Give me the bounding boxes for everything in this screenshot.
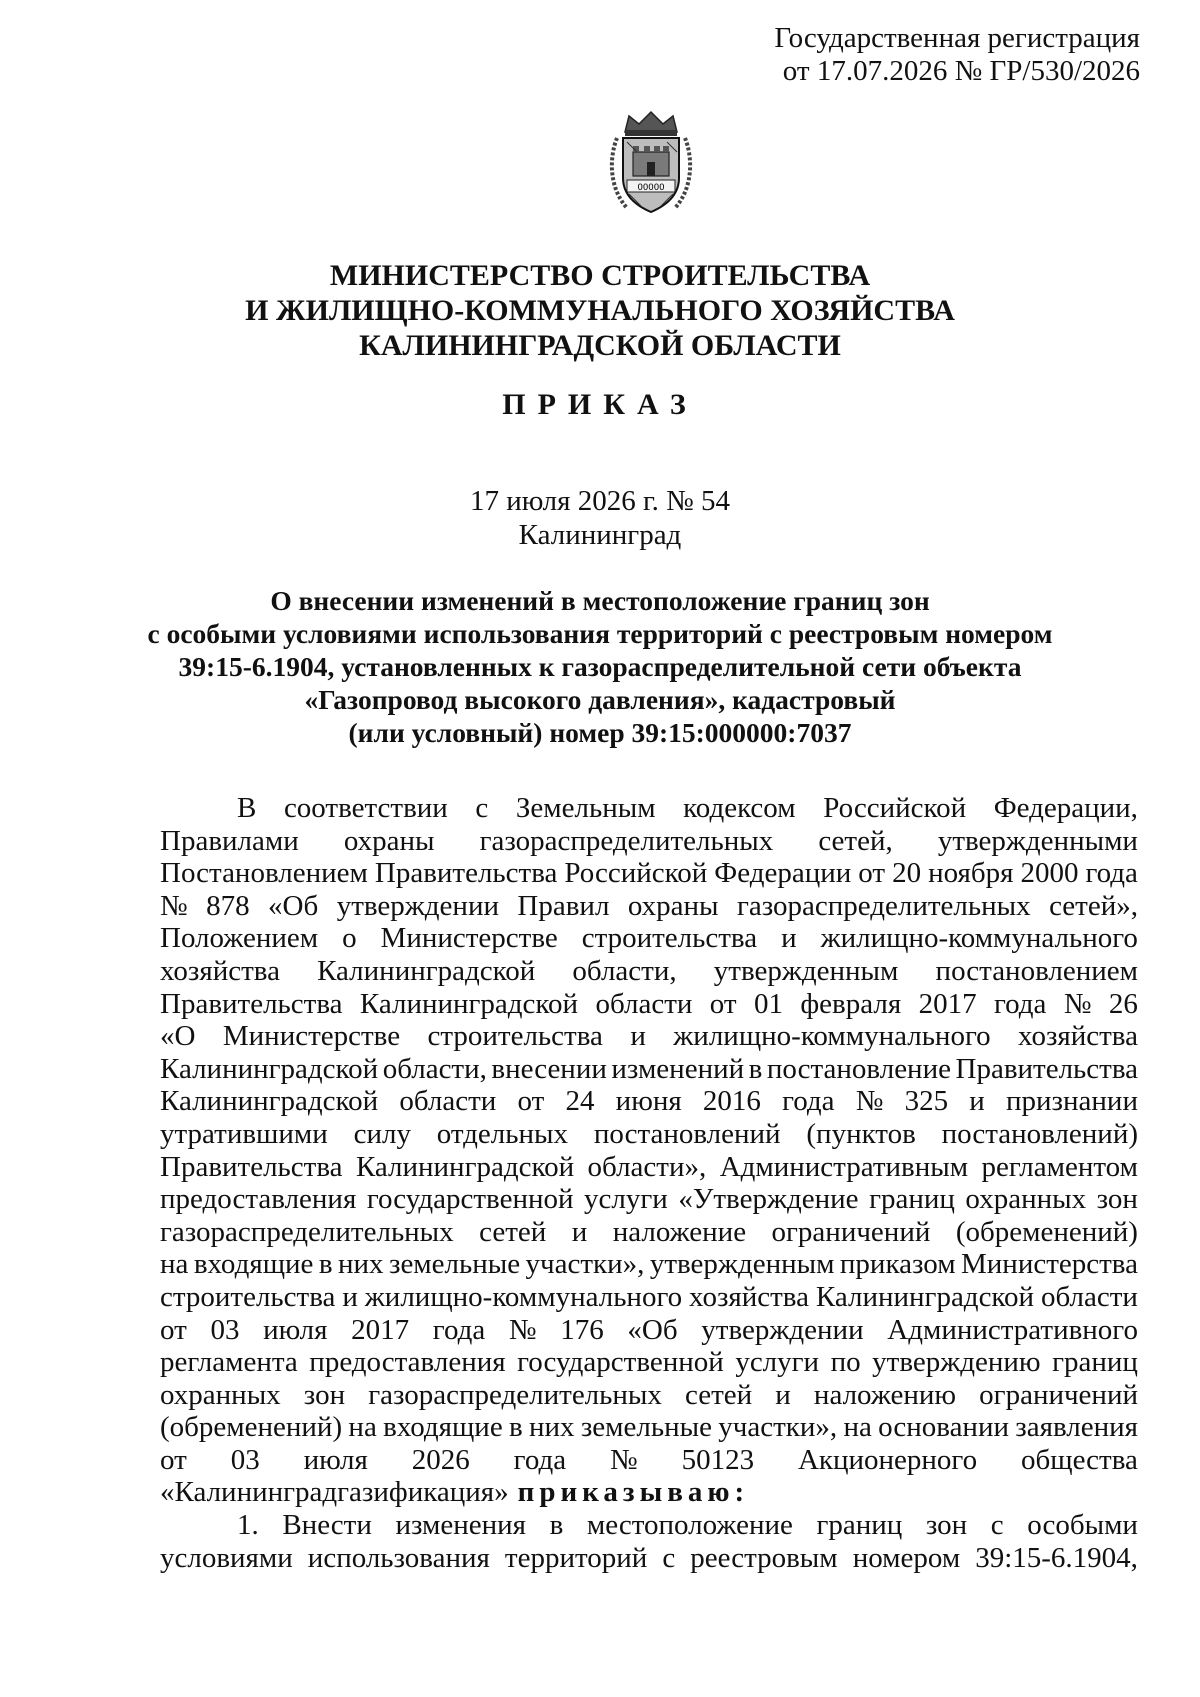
body-word: 2000 xyxy=(1020,857,1079,890)
body-word: на xyxy=(843,1411,872,1444)
body-word: 01 xyxy=(753,987,783,1020)
body-line xyxy=(160,1281,1138,1314)
body-word: в xyxy=(549,1509,564,1542)
ministry-line-1: МИНИСТЕРСТВО СТРОИТЕЛЬСТВА xyxy=(329,259,871,292)
body-word: № xyxy=(855,1085,884,1118)
body-word: области xyxy=(595,987,693,1020)
registration-line-1: Государственная регистрация xyxy=(774,22,1140,54)
body-word: Положением xyxy=(160,922,319,955)
subject-line: О внесении изменений в местоположение границ зон xyxy=(270,585,930,616)
body-word: с xyxy=(662,1541,676,1574)
body-word: них xyxy=(529,1411,575,1444)
body-line xyxy=(160,825,1138,858)
body-word: по xyxy=(830,1346,861,1379)
body-word: постановлением xyxy=(935,954,1138,987)
body-line xyxy=(160,1314,1138,1347)
body-word: Калининградской xyxy=(160,1052,379,1085)
body-word: 20 xyxy=(892,857,922,890)
body-word: территорий xyxy=(504,1541,648,1574)
body-word: (обременений) xyxy=(955,1215,1138,1248)
body-word: и xyxy=(781,922,797,955)
body-word: года xyxy=(432,1313,486,1346)
body-word: участки», xyxy=(718,1411,838,1444)
body-word: о xyxy=(342,922,357,955)
body-word: охраны xyxy=(343,824,435,857)
body-word: охранных xyxy=(160,1378,281,1411)
body-word: Российской xyxy=(823,792,967,824)
company-name: «Калининградгазификация» xyxy=(160,1476,509,1509)
body-word: границ xyxy=(816,1509,903,1542)
body-word: в xyxy=(748,1052,763,1085)
body-word: ограничений xyxy=(771,1215,931,1248)
body-word: (пунктов xyxy=(806,1117,916,1150)
body-word: Внести xyxy=(282,1509,372,1542)
body-word: общества xyxy=(1021,1443,1138,1476)
body-word: местоположение xyxy=(586,1509,793,1542)
body-line xyxy=(160,1411,1138,1444)
body-word: 03 xyxy=(230,1443,260,1476)
body-word: от xyxy=(160,1443,187,1476)
body-word: Министерстве xyxy=(380,922,558,955)
document-city: Калининград xyxy=(518,519,682,551)
body-word: постановлений xyxy=(593,1117,781,1150)
body-word: Правительства xyxy=(955,1052,1138,1085)
body-word: предоставления xyxy=(160,1183,357,1216)
body-word: основании xyxy=(878,1411,1009,1444)
body-word: наложение xyxy=(612,1215,747,1248)
body-word: июля xyxy=(263,1313,328,1346)
body-word: на xyxy=(348,1411,377,1444)
body-line xyxy=(160,1053,1138,1086)
body-line xyxy=(160,1444,1138,1477)
body-word: земельные xyxy=(388,1248,521,1281)
body-word: утвержденными xyxy=(937,824,1138,857)
body-word: отдельных xyxy=(436,1117,569,1150)
body-word: признании xyxy=(1006,1085,1138,1118)
body-word: строительства xyxy=(427,1020,603,1053)
body-word: сетей», xyxy=(1049,889,1138,922)
body-word: услуги xyxy=(735,1346,820,1379)
document-type: ПРИКАЗ xyxy=(502,388,698,421)
body-word: хозяйства xyxy=(1018,1020,1138,1053)
body-word: и xyxy=(630,1020,646,1053)
document-body xyxy=(160,792,1138,1574)
body-word: условиями xyxy=(160,1541,293,1574)
body-word: Административного xyxy=(887,1313,1138,1346)
body-line xyxy=(160,988,1138,1021)
body-word: наложению xyxy=(813,1378,957,1411)
body-word: от xyxy=(858,857,886,890)
body-word: Земельным xyxy=(515,792,656,824)
body-word: года xyxy=(513,1443,567,1476)
body-word: 1. xyxy=(237,1509,259,1542)
body-word: Административным xyxy=(719,1150,969,1183)
body-word: области», xyxy=(587,1150,707,1183)
subject-line: «Газопровод высокого давления», кадастровый xyxy=(304,684,896,715)
body-word: утверждении xyxy=(336,889,499,922)
body-word: в xyxy=(318,1248,333,1281)
body-word: охраны xyxy=(627,889,719,922)
body-word: приказом xyxy=(839,1248,956,1281)
body-word: ограничений xyxy=(979,1378,1138,1411)
body-word: Калининградской xyxy=(317,954,536,987)
body-word: земельные xyxy=(580,1411,712,1444)
body-word: утверждении xyxy=(701,1313,864,1346)
body-line xyxy=(160,1379,1138,1412)
body-word: изменения xyxy=(395,1509,527,1542)
order-line xyxy=(160,1476,1138,1509)
body-word: 24 xyxy=(565,1085,595,1118)
body-word: утратившими xyxy=(160,1117,328,1150)
body-word: Правительства xyxy=(160,1150,343,1183)
body-line xyxy=(160,1509,1138,1542)
body-word: Калининградской xyxy=(359,987,579,1020)
body-word: газораспределительных xyxy=(160,1215,454,1248)
body-word: сетей xyxy=(479,1215,547,1248)
body-word: июля xyxy=(303,1443,368,1476)
body-word: утвержденным xyxy=(649,1248,835,1281)
body-word: зон xyxy=(303,1378,346,1411)
body-line xyxy=(160,1248,1138,1281)
body-word: кодексом xyxy=(683,792,796,824)
body-word: Федерации, xyxy=(993,792,1138,824)
body-word: газораспределительных xyxy=(479,824,774,857)
body-word: 39:15-6.1904, xyxy=(975,1541,1138,1574)
body-word: внесении xyxy=(491,1052,607,1085)
body-word: Правил xyxy=(517,889,610,922)
body-word: них xyxy=(338,1248,384,1281)
body-line xyxy=(160,792,1138,825)
order-command: приказываю: xyxy=(517,1476,750,1509)
body-word: регламентом xyxy=(981,1150,1138,1183)
body-word: от xyxy=(160,1313,187,1346)
body-word: соответствии xyxy=(283,792,448,824)
registration-line-2: от 17.07.2026 № ГР/530/2026 xyxy=(782,55,1140,87)
body-line xyxy=(160,1151,1138,1184)
body-word: газораспределительных xyxy=(368,1378,662,1411)
body-word: (обременений) xyxy=(160,1411,343,1444)
body-word: Министерстве xyxy=(222,1020,401,1053)
body-word: государственной xyxy=(517,1346,724,1379)
body-word: 878 xyxy=(206,889,250,922)
subject-line: 39:15-6.1904, установленных к газораспределительной сети объекта xyxy=(178,651,1022,682)
subject-line: с особыми условиями использования территорий с реестровым номером xyxy=(147,618,1053,649)
body-word: Калининградской xyxy=(815,1280,1035,1313)
body-line xyxy=(160,857,1138,890)
body-word: № xyxy=(610,1443,638,1476)
body-word: области, xyxy=(382,1052,487,1085)
body-line xyxy=(160,1085,1138,1118)
body-word: с xyxy=(475,792,489,824)
body-word: участки», xyxy=(525,1248,645,1281)
body-word: предоставления xyxy=(309,1346,506,1379)
body-line xyxy=(160,922,1138,955)
subject-line: (или условный) номер 39:15:000000:7037 xyxy=(348,717,852,748)
body-word: ноября xyxy=(928,857,1014,890)
body-word: «Об xyxy=(627,1313,678,1346)
body-word: 2017 xyxy=(351,1313,410,1346)
body-line xyxy=(160,1216,1138,1249)
body-word: 03 xyxy=(210,1313,240,1346)
body-word: входящие xyxy=(383,1411,503,1444)
body-word: с xyxy=(990,1509,1004,1542)
body-word: года xyxy=(1085,857,1138,890)
body-word: на xyxy=(160,1248,189,1281)
body-word: 2016 xyxy=(702,1085,761,1118)
body-word: зон xyxy=(925,1509,968,1542)
body-word: хозяйства xyxy=(160,954,280,987)
body-word: области, xyxy=(572,954,677,987)
body-word: 2017 xyxy=(918,987,977,1020)
body-word: Российской xyxy=(564,857,708,890)
body-word: и xyxy=(571,1215,588,1248)
body-word: № xyxy=(160,889,188,922)
body-word: 2026 xyxy=(411,1443,470,1476)
body-word: года xyxy=(993,987,1047,1020)
body-word: постановлений) xyxy=(941,1117,1138,1150)
body-word: от xyxy=(709,987,737,1020)
body-line xyxy=(160,1118,1138,1151)
body-word: хозяйства xyxy=(689,1280,809,1313)
document-date-number: 17 июля 2026 г. № 54 xyxy=(469,485,731,517)
body-word: Постановлением xyxy=(160,857,368,890)
body-word: Акционерного xyxy=(797,1443,978,1476)
body-word: Федерации xyxy=(714,857,852,890)
body-word: и xyxy=(342,1280,358,1313)
body-word: границ xyxy=(869,1183,955,1216)
body-word: услуги xyxy=(584,1183,668,1216)
body-word: утверждению xyxy=(872,1346,1041,1379)
body-word: номером xyxy=(852,1541,961,1574)
body-word: силу xyxy=(353,1117,411,1150)
body-word: Министерства xyxy=(961,1248,1138,1281)
body-word: газораспределительных xyxy=(736,889,1031,922)
body-line xyxy=(160,1020,1138,1053)
body-word: июня xyxy=(615,1085,682,1118)
body-word: года xyxy=(782,1085,835,1118)
body-word: «Утверждение xyxy=(678,1183,859,1216)
document-subject xyxy=(0,584,1200,749)
body-line xyxy=(160,955,1138,988)
body-word: и xyxy=(969,1085,985,1118)
body-word: Правительства xyxy=(160,987,343,1020)
emblem-inscription: ООООО xyxy=(637,183,665,193)
body-word: регламента xyxy=(160,1346,298,1379)
body-word: В xyxy=(237,792,257,824)
body-word: области xyxy=(1041,1280,1138,1313)
ministry-line-2: И ЖИЛИЩНО-КОММУНАЛЬНОГО ХОЗЯЙСТВА xyxy=(245,294,955,327)
body-word: строительства xyxy=(581,922,758,955)
body-word: № xyxy=(1063,987,1092,1020)
body-word: зон xyxy=(1096,1183,1138,1216)
body-line xyxy=(160,1542,1138,1575)
body-word: Калининградской xyxy=(355,1150,575,1183)
body-line xyxy=(160,890,1138,923)
body-word: 176 xyxy=(560,1313,604,1346)
body-word: жилищно-коммунального xyxy=(673,1020,991,1053)
body-word: Калининградской xyxy=(160,1085,379,1118)
body-word: Правилами xyxy=(160,824,299,857)
body-word: строительства xyxy=(160,1280,336,1313)
body-word: 50123 xyxy=(681,1443,755,1476)
body-word: 26 xyxy=(1108,987,1138,1020)
body-word: жилищно-коммунального xyxy=(364,1280,683,1313)
ministry-line-3: КАЛИНИНГРАДСКОЙ ОБЛАСТИ xyxy=(359,329,841,362)
body-word: Правительства xyxy=(374,857,558,890)
body-word: «О xyxy=(160,1020,196,1053)
body-word: охранных xyxy=(965,1183,1087,1216)
body-word: реестровым xyxy=(690,1541,838,1574)
body-word: жилищно-коммунального xyxy=(820,922,1138,955)
body-word: 325 xyxy=(904,1085,949,1118)
body-word: № xyxy=(508,1313,537,1346)
body-line xyxy=(160,1183,1138,1216)
body-word: входящие xyxy=(193,1248,314,1281)
body-word: сетей xyxy=(685,1378,753,1411)
registration-stamp xyxy=(774,22,1140,88)
ministry-name xyxy=(0,258,1200,363)
body-line xyxy=(160,1346,1138,1379)
body-word: и xyxy=(775,1378,791,1411)
body-word: в xyxy=(509,1411,523,1444)
body-word: государственной xyxy=(366,1183,574,1216)
body-word: изменений xyxy=(611,1052,745,1085)
body-word: заявления xyxy=(1015,1411,1138,1444)
body-word: границ xyxy=(1052,1346,1138,1379)
coat-of-arms-icon xyxy=(607,108,695,218)
body-word: сетей, xyxy=(818,824,893,857)
body-word: февраля xyxy=(800,987,902,1020)
body-word: постановление xyxy=(766,1052,951,1085)
body-word: от xyxy=(517,1085,545,1118)
body-word: особыми xyxy=(1027,1509,1138,1542)
body-word: области xyxy=(399,1085,497,1118)
body-word: использования xyxy=(307,1541,490,1574)
document-date-block xyxy=(0,484,1200,552)
body-word: утвержденным xyxy=(713,954,899,987)
body-word: «Об xyxy=(268,889,319,922)
